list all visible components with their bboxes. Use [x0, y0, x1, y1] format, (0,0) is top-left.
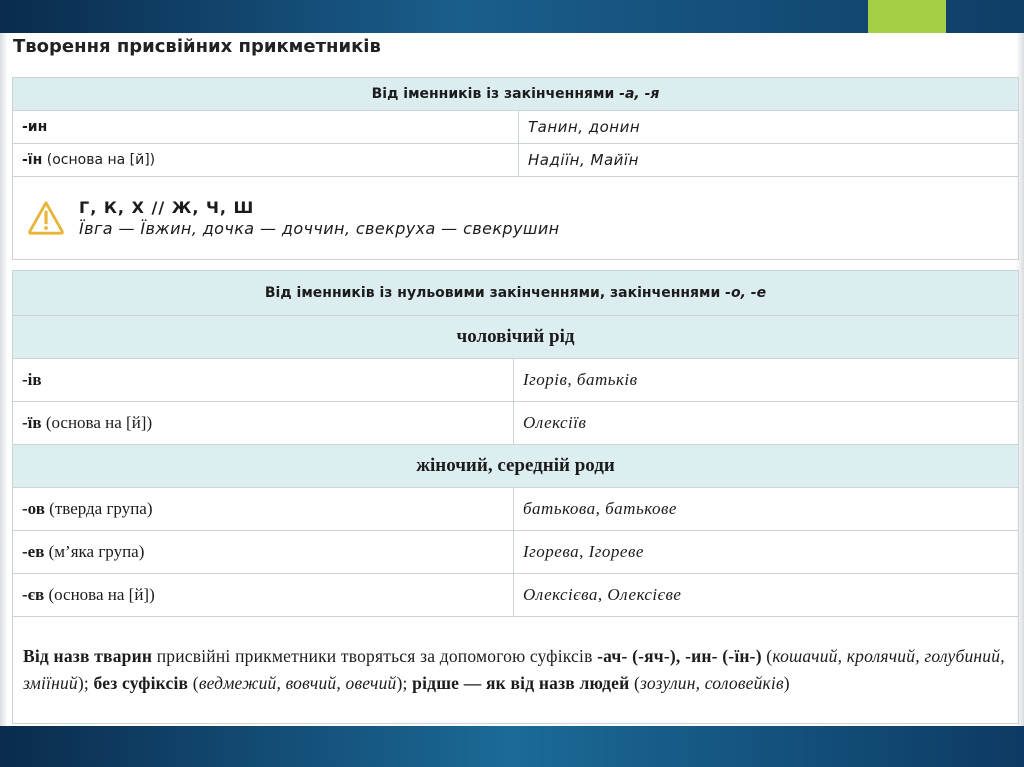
examples-cell: Ігорева, Ігореве [514, 531, 1019, 574]
note-examples: зозулин, соловейків [640, 673, 784, 693]
examples-cell: Танин, донин [519, 111, 1019, 144]
section-row-feminine-neuter [13, 445, 1019, 488]
note-text: ); [77, 673, 94, 693]
note-text: ); [396, 673, 413, 693]
note-examples: ведмежий, вовчий, овечий [198, 673, 397, 693]
examples-cell: батькова, батькове [514, 488, 1019, 531]
warning-alternation: Г, К, Х // Ж, Ч, Ш [79, 198, 255, 217]
suffix-note: (основа на [й]) [41, 413, 153, 432]
note-text: присвійні прикметники творяться за допомогою суфіксів [152, 646, 598, 666]
note-row [13, 617, 1019, 724]
note-text: ( [629, 673, 641, 693]
table-header [13, 271, 1019, 316]
suffix-note: (м’яка група) [44, 542, 145, 561]
table-row [13, 488, 1019, 531]
warning-examples: Ївга — Ївжин, дочка — доччин, свекруха — свекрушин [79, 219, 560, 238]
table-row [13, 111, 1019, 144]
table-row [13, 359, 1019, 402]
suffix-bold: -ев [22, 542, 45, 561]
examples-cell: Олексієва, Олексієве [514, 574, 1019, 617]
section-label: чоловічий рід [13, 316, 1019, 359]
examples-cell: Ігорів, батьків [514, 359, 1019, 402]
note-text: ( [188, 673, 199, 693]
suffix-note: (основа на [й]) [44, 585, 155, 604]
table-endings-a-ya [12, 77, 1019, 260]
table-endings-zero-o-e [12, 270, 1019, 724]
suffix-bold: -ов [22, 499, 45, 518]
warning-triangle-icon [27, 199, 65, 237]
suffix-cell [13, 359, 514, 402]
header-text: Від іменників із закінченнями [371, 86, 620, 102]
suffix-cell [13, 144, 519, 177]
table-header [13, 78, 1019, 111]
suffix-cell [13, 574, 514, 617]
suffix-note: (основа на [й]) [42, 152, 156, 168]
suffix-bold: -єв [22, 585, 45, 604]
note-cell [13, 617, 1019, 724]
table-row [13, 531, 1019, 574]
header-endings: -о, -е [725, 285, 767, 301]
header-text: Від іменників із нульовими закінченнями, закінченнями [264, 285, 726, 301]
top-accent-block [868, 0, 946, 33]
table-row [13, 402, 1019, 445]
suffix-bold: -їн [22, 152, 43, 168]
note-bold: Від назв тварин [23, 646, 153, 666]
examples-cell: Олексіїв [514, 402, 1019, 445]
table-row [13, 574, 1019, 617]
header-endings: -а, -я [619, 86, 660, 102]
suffix-bold: -їв [22, 413, 42, 432]
note-bold: -ач- (-яч-), -ин- (-їн-) [597, 646, 762, 666]
note-examples: кошачий, кролячий, голубиний, зміїний [23, 646, 1005, 693]
slide-title: Творення присвійних прикметників [13, 36, 381, 57]
warning-cell [13, 177, 1019, 260]
section-row-masculine [13, 316, 1019, 359]
suffix-note: (тверда група) [44, 499, 153, 518]
section-label: жіночий, середній роди [13, 445, 1019, 488]
table-header-cell [13, 271, 1019, 316]
table-row [13, 144, 1019, 177]
suffix-cell [13, 402, 514, 445]
note-text: ( [761, 646, 773, 666]
bottom-decor-band [0, 726, 1024, 767]
suffix-cell [13, 111, 519, 144]
suffix-bold: -ин [22, 119, 48, 135]
suffix-bold: -ів [22, 370, 42, 389]
note-bold: рідше — як від назв людей [412, 673, 630, 693]
warning-row [13, 177, 1019, 260]
note-text: ) [783, 673, 790, 693]
suffix-cell [13, 488, 514, 531]
left-edge-shadow [0, 33, 8, 726]
note-bold: без суфіксів [93, 673, 189, 693]
table-header-cell [13, 78, 1019, 111]
examples-cell: Надіїн, Майїн [519, 144, 1019, 177]
suffix-cell [13, 531, 514, 574]
